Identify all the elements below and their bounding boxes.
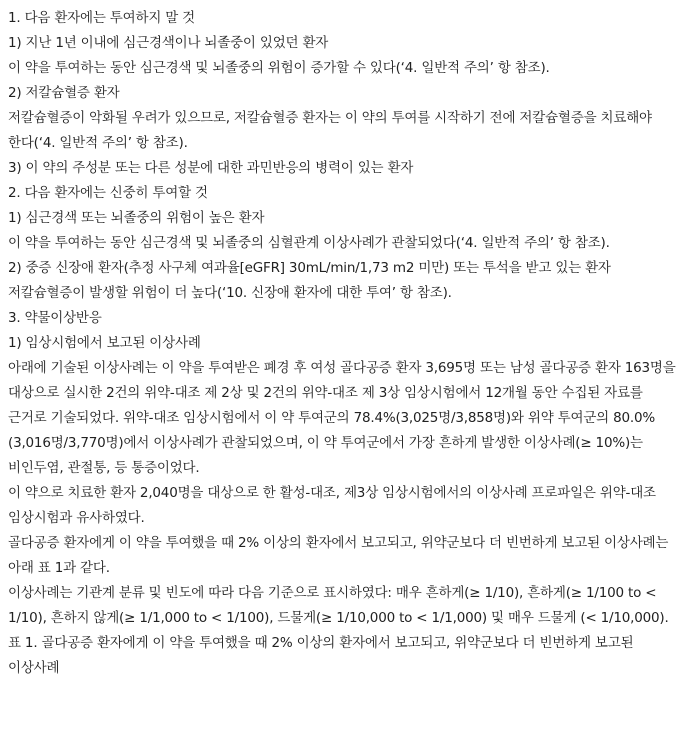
list-item-heading: 1) 심근경색 또는 뇌졸중의 위험이 높은 환자 (8, 210, 265, 226)
list-item-heading: 3) 이 약의 주성분 또는 다른 성분에 대한 과민반응의 병력이 있는 환자 (8, 160, 414, 176)
list-item-heading: 2) 저칼슘혈증 환자 (8, 85, 120, 101)
paragraph: 이 약을 투여하는 동안 심근경색 및 뇌졸중의 위험이 증가할 수 있다(‘4. 일반적 주의’ 항 참조). (8, 60, 550, 76)
paragraph: 골다공증 환자에게 이 약을 투여했을 때 2% 이상의 환자에서 보고되고, 위약군보다 더 빈번하게 보고된 이상사례는 아래 표 1과 같다. (8, 535, 669, 576)
section-heading-precautions: 2. 다음 환자에는 신중히 투여할 것 (8, 185, 208, 201)
list-item-heading: 1) 임상시험에서 보고된 이상사례 (8, 335, 201, 351)
paragraph: 저칼슘혈증이 악화될 우려가 있으므로, 저칼슘혈증 환자는 이 약의 투여를 시작하기 전에 저칼슘혈증을 치료해야 한다(‘4. 일반적 주의’ 항 참조). (8, 110, 652, 151)
paragraph: 이상사례는 기관계 분류 및 빈도에 따라 다음 기준으로 표시하였다: 매우 흔하게(≥ 1/10), 흔하게(≥ 1/100 to < 1/10), 흔하지 않게(≥ 1/1,000 to < 1/100), 드물게(≥ 1/10,000 to < 1/1,000) 및 매우 드물게 (< 1/10,000). (8, 585, 669, 626)
table-caption: 표 1. 골다공증 환자에게 이 약을 투여했을 때 2% 이상의 환자에서 보고되고, 위약군보다 더 빈번하게 보고된 이상사례 (8, 635, 634, 676)
paragraph: 2) 중증 신장애 환자(추정 사구체 여과율[eGFR] 30mL/min/1,73 m2 미만) 또는 투석을 받고 있는 환자 저칼슘혈증이 발생할 위험이 더 높다(‘10. 신장애 환자에 대한 투여’ 항 참조). (8, 260, 611, 301)
paragraph: 이 약으로 치료한 환자 2,040명을 대상으로 한 활성-대조, 제3상 임상시험에서의 이상사례 프로파일은 위약-대조 임상시험과 유사하였다. (8, 485, 656, 526)
section-heading-adverse-reactions: 3. 약물이상반응 (8, 310, 102, 326)
paragraph: 이 약을 투여하는 동안 심근경색 및 뇌졸중의 심혈관계 이상사례가 관찰되었다(‘4. 일반적 주의’ 항 참조). (8, 235, 610, 251)
section-heading-contraindications: 1. 다음 환자에는 투여하지 말 것 (8, 10, 196, 26)
list-item-heading: 1) 지난 1년 이내에 심근경색이나 뇌졸중이 있었던 환자 (8, 35, 329, 51)
paragraph: 아래에 기술된 이상사례는 이 약을 투여받은 폐경 후 여성 골다공증 환자 3,695명 또는 남성 골다공증 환자 163명을 대상으로 실시한 2건의 위약-대조 제 2상 및 2건의 위약-대조 제 3상 임상시험에서 12개월 동안 수집된 자료를 근거로 기술되었다. 위약-대조 임상시험에서 이 약 투여군의 78.4%(3,025명/3,858명)와 위약 투여군의 80.0%(3,016명/3,770명)에서 이상사례가 관찰되었으며, 이 약 투여군에서 가장 흔하게 발생한 이상사례(≥ 10%)는 비인두염, 관절통, 등 통증이었다. (8, 360, 676, 476)
